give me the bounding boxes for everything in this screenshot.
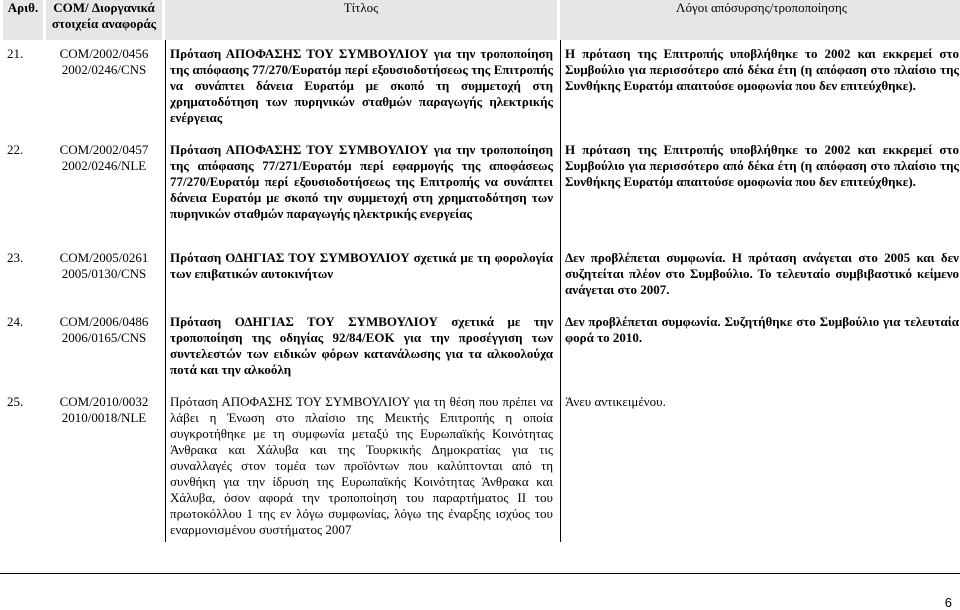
- row-title: Πρόταση ΑΠΟΦΑΣΗΣ ΤΟΥ ΣΥΜΒΟΥΛΙΟΥ για τη θέση που πρέπει να λάβει η Ένωση στο πλαίσιο της Μεικτής Επιτροπής η οποία συγκροτήθηκε με τη συμφωνία μεταξύ της Ευρωπαϊκής Κοινότητας Άνθρακα και Χάλυβα και της Τουρκικής Δημοκρατίας για τις συναλλαγές στον τομέα των προϊόντων που καλύπτονται από τη συνθήκη για την ίδρυση της Ευρωπαϊκής Κοινότητας Άνθρακα και Χάλυβα, όσον αφορά την τροποποίηση του παραρτήματος II του πρωτοκόλλου 1 της εν λόγω συμφωνίας, λόγω της έναρξης ισχύος του εναρμονισμένου συστήματος 2007: [165, 392, 557, 542]
- com-number: COM/2002/0456: [59, 46, 149, 61]
- row-reason: Δεν προβλέπεται συμφωνία. Η πρόταση ανάγεται στο 2005 και δεν συζητείται πλέον στο Συμβούλιο. Το τελευταίο συμβιβαστικό κείμενο ανάγεται στο 2007.: [560, 248, 960, 302]
- row-number: 25.: [7, 394, 24, 409]
- table-header: [3, 0, 960, 40]
- row-title: Πρόταση ΟΔΗΓΙΑΣ ΤΟΥ ΣΥΜΒΟΥΛΙΟΥ σχετικά με την τροποποίηση της οδηγίας 92/84/ΕΟΚ για την προσέγγιση των συντελεστών των ειδικών φόρων κατανάλωσης για τα αλκοολούχα ποτά και την αλκοόλη: [165, 312, 557, 382]
- row-com-reference: [46, 140, 162, 238]
- com-number: COM/2002/0457: [59, 142, 149, 157]
- procedure-number: 2002/0246/NLE: [61, 158, 147, 173]
- table-row: [3, 44, 960, 130]
- com-number: COM/2006/0486: [59, 314, 149, 329]
- page-bottom-rule: [0, 573, 960, 574]
- row-com-reference: [46, 312, 162, 382]
- row-com-reference: [46, 248, 162, 302]
- procedure-number: 2010/0018/NLE: [61, 410, 147, 425]
- row-title: Πρόταση ΑΠΟΦΑΣΗΣ ΤΟΥ ΣΥΜΒΟΥΛΙΟΥ για την τροποποίηση της απόφασης 77/271/Ευρατόμ περί εφαρμογής της αποφάσεως 77/270/Ευρατόμ περί εξουσιοδοτήσεως της Επιτροπής να συνάπτει δάνεια Ευρατόμ με σκοπό την συμμετοχή στη χρηματοδότηση των πυρηνικών σταθμών παραγωγής ηλεκτρικής ενεργείας: [165, 140, 557, 238]
- row-title: Πρόταση ΑΠΟΦΑΣΗΣ ΤΟΥ ΣΥΜΒΟΥΛΙΟΥ για την τροποποίηση της απόφασης 77/270/Ευρατόμ περί εξουσιοδοτήσεως της Επιτροπής να συνάπτει δάνεια Ευρατόμ με σκοπό τη συμμετοχή στη χρηματοδότηση των πυρηνικών σταθμών παραγωγής ηλεκτρικής ενέργειας: [165, 44, 557, 130]
- row-number: 22.: [7, 142, 24, 157]
- table-row: [3, 392, 960, 542]
- row-number: 24.: [7, 314, 24, 329]
- table-row: [3, 312, 960, 382]
- row-number: 21.: [7, 46, 24, 61]
- header-com: COM/ Διοργανικά στοιχεία αναφοράς: [46, 0, 162, 40]
- row-reason: Η πρόταση της Επιτροπής υποβλήθηκε το 2002 και εκκρεμεί στο Συμβούλιο για περισσότερο από δέκα έτη (η απόφαση στο πλαίσιο της Συνθήκης Ευρατόμ απαιτούσε ομοφωνία που δεν επιτεύχθηκε).: [560, 140, 960, 238]
- header-number: Αριθ.: [3, 0, 43, 40]
- row-reason: Η πρόταση της Επιτροπής υποβλήθηκε το 2002 και εκκρεμεί στο Συμβούλιο για περισσότερο από δέκα έτη (η απόφαση στο πλαίσιο της Συνθήκης Ευρατόμ απαιτούσε ομοφωνία που δεν επιτεύχθηκε).: [560, 44, 960, 130]
- row-com-reference: [46, 392, 162, 542]
- com-number: COM/2005/0261: [59, 250, 149, 265]
- header-reason: Λόγοι απόσυρσης/τροποποίησης: [560, 0, 960, 40]
- procedure-number: 2006/0165/CNS: [61, 330, 147, 345]
- header-title: Τίτλος: [165, 0, 557, 40]
- row-com-reference: [46, 44, 162, 130]
- table-row: [3, 248, 960, 302]
- row-reason: Άνευ αντικειμένου.: [560, 392, 960, 542]
- row-title: Πρόταση ΟΔΗΓΙΑΣ ΤΟΥ ΣΥΜΒΟΥΛΙΟΥ σχετικά με τη φορολογία των επιβατικών αυτοκινήτων: [165, 248, 557, 302]
- page-number: 6: [944, 595, 952, 610]
- procedure-number: 2005/0130/CNS: [61, 266, 147, 281]
- table-row: [3, 140, 960, 238]
- row-number: 23.: [7, 250, 24, 265]
- row-reason: Δεν προβλέπεται συμφωνία. Συζητήθηκε στο Συμβούλιο για τελευταία φορά το 2010.: [560, 312, 960, 382]
- procedure-number: 2002/0246/CNS: [61, 62, 147, 77]
- com-number: COM/2010/0032: [59, 394, 149, 409]
